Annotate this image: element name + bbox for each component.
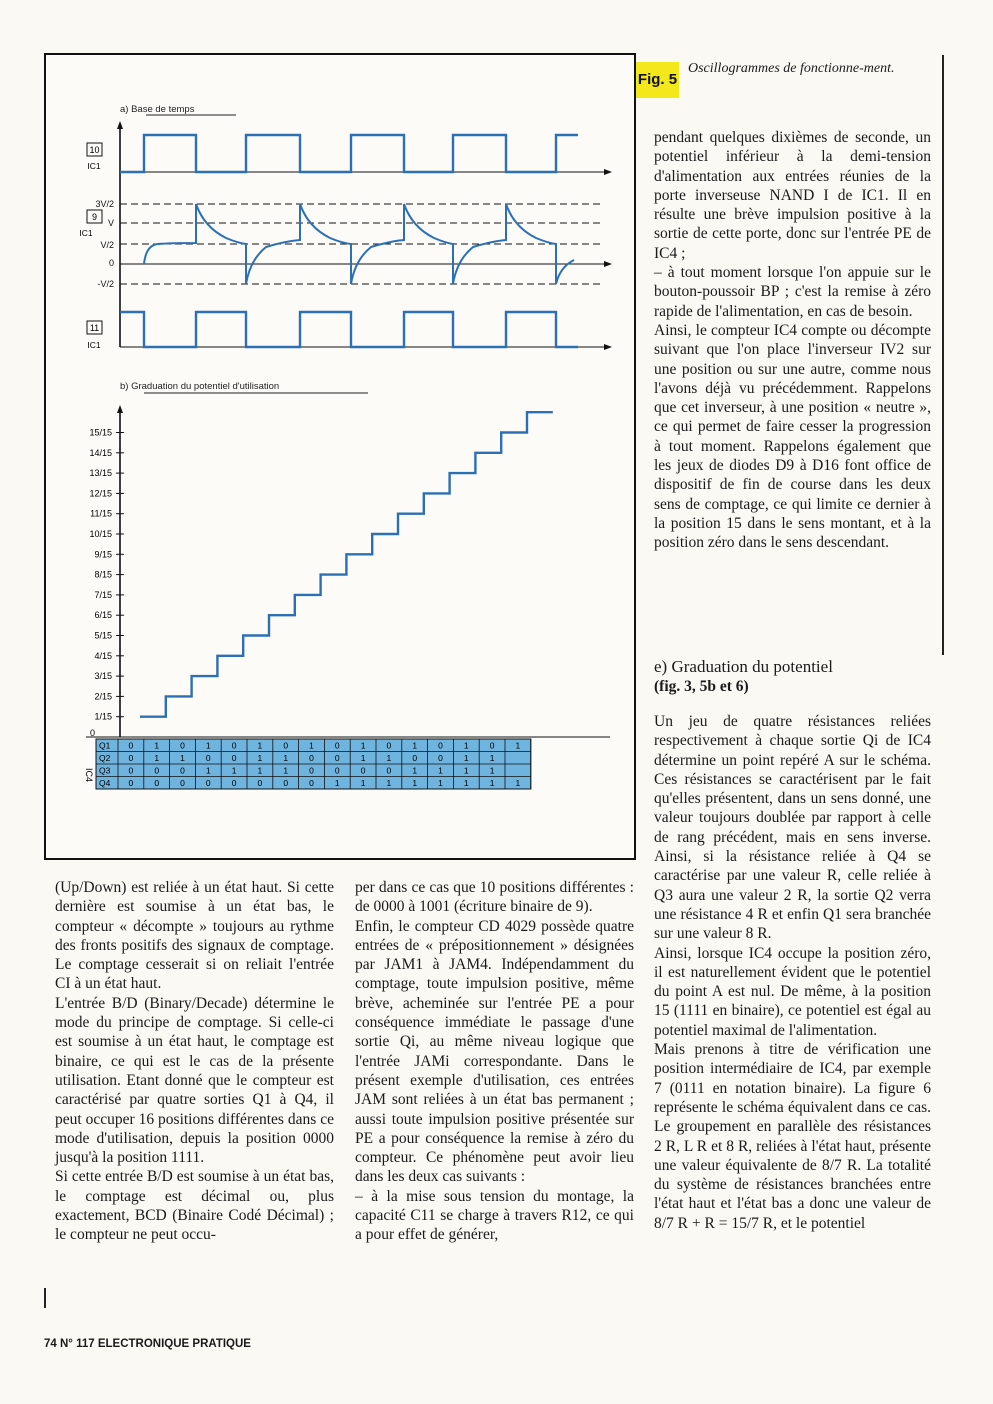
table-cell: 0 (283, 778, 289, 788)
table-cell: 1 (515, 740, 521, 751)
figure-5-diagram (46, 55, 634, 858)
y-tick-label: 5/15 (94, 630, 112, 641)
table-cell: 1 (463, 753, 469, 763)
table-cell: 0 (231, 753, 237, 763)
y-tick-label: 7/15 (94, 589, 112, 600)
table-cell: 0 (334, 765, 340, 776)
table-cell: 1 (438, 765, 443, 776)
y-tick-label: 8/15 (94, 569, 112, 580)
table-cell: 1 (154, 740, 160, 751)
ic4-label: IC4 (84, 768, 94, 783)
table-row-label: Q2 (99, 753, 111, 763)
table-cell: 1 (463, 765, 469, 776)
right-column-upper (654, 128, 931, 553)
table-cell: 0 (309, 753, 314, 763)
ic1-label-9: IC1 (79, 228, 93, 238)
pin10-label: 10 (89, 145, 100, 155)
ylabel-neg-v2: -V/2 (97, 279, 114, 289)
table-cell: 0 (309, 765, 314, 776)
pin11-label: 11 (89, 323, 100, 333)
table-cell: 0 (128, 778, 134, 788)
paragraph: Un jeu de quatre résistances reliées respectivement à chaque sortie Qi de IC4 détermine un point repéré A sur le schéma. Ces résistances se caractérisent par le fait qu'elles présentent, dans un sens donné, une valeur toujours doublée par rapport à celle de rang précédent, mais en sens inverse. Ainsi, si la résistance reliée à Q4 se caractérise par une valeur R, celle reliée à Q3 aura une valeur 2 R, la sortie Q2 verra une résistance 4 R et enfin Q1 sera branchée sur une valeur 8 R. (654, 713, 931, 943)
paragraph: Enfin, le compteur CD 4029 possède quatre entrées de « prépositionnement » désignées par JAM1 à JAM4. Indépendamment du comptage, toute impulsion positive, même brève, acheminée sur l'entrée PE a pour conséquence immédiate le passage d'une sortie Qi, au même niveau logique que l'entrée JAMi correspondante. Dans le présent exemple d'utilisation, ces entrées JAM sont reliées à un état bas permanent ; aussi toute impulsion positive présentée sur PE a pour conséquence la remise à zéro du compteur. Ce phénomène peut avoir lieu dans les deux cas suivants : (355, 917, 634, 1186)
arrow-11 (604, 344, 612, 350)
y-tick-label: 6/15 (94, 610, 112, 621)
table-cell: 1 (231, 765, 237, 776)
table-cell: 0 (412, 753, 418, 763)
table-cell: 0 (231, 740, 237, 751)
right-column-lower (654, 712, 931, 1233)
signal-10-waveform (120, 135, 578, 172)
paragraph: Si cette entrée B/D est soumise à un état bas, le comptage est décimal ou, plus exactement, BCD (Binaire Codé Décimal) ; le compteur ne peut occu- (55, 1168, 334, 1244)
ylabel-0: 0 (108, 258, 114, 268)
y-tick-label: 13/15 (89, 468, 112, 479)
table-cell: 0 (360, 765, 366, 776)
paragraph: pendant quelques dixièmes de seconde, un potentiel inférieur à la demi-tension d'alimentation aux entrées réunies de la porte inverseuse NAND I de IC1. Il en résulte une brève impulsion positive à la sortie de cette porte, donc sur l'entrée PE de IC4 ; (654, 129, 931, 262)
staircase-line (140, 412, 553, 717)
bottom-middle-column (355, 878, 634, 1245)
column-rule (942, 55, 944, 655)
table-cell: 0 (128, 753, 134, 763)
figure-label: Fig. 5 (636, 62, 679, 98)
ic1-label-10: IC1 (87, 161, 101, 171)
y-tick-label: 11/15 (90, 508, 112, 519)
table-cell: 0 (231, 778, 237, 788)
table-cell: 0 (154, 778, 160, 788)
ic1-label-11: IC1 (87, 340, 101, 350)
paragraph: L'entrée B/D (Binary/Decade) détermine le mode du principe de comptage. Si celle-ci est soumise à un état haut, le comptage est binaire, ce qui est le cas de la présente utilisation. Etant donné que le compteur est caractérisé par quatre sorties Q1 à Q4, il peut occuper 16 positions différentes dans ce mode d'utilisation, depuis la position 0000 jusqu'à la position 1111. (55, 994, 334, 1167)
column-bar (44, 1288, 46, 1308)
table-cell: 1 (515, 778, 521, 788)
table-cell: 1 (438, 778, 443, 788)
table-cell: 1 (257, 740, 263, 751)
table-cell: 1 (412, 740, 418, 751)
table-cell: 1 (205, 740, 211, 751)
axis-a-arrow (117, 121, 123, 129)
table-cell: 1 (463, 740, 469, 751)
paragraph: Ainsi, lorsque IC4 occupe la position zéro, il est naturellement évident que le potentiel du point A est nul. De même, à la position 15 (1111 en binaire), ce potentiel est égal au potentiel maximal de l'alimentation. (654, 944, 931, 1039)
table-cell: 1 (257, 765, 263, 776)
table-cell: 0 (438, 753, 443, 763)
y-tick-label: 9/15 (94, 549, 112, 560)
figure-frame (44, 53, 636, 860)
figure-caption: Oscillogrammes de fonctionne-ment. (688, 61, 895, 76)
table-cell: 0 (154, 765, 160, 776)
y-tick-label: 3/15 (94, 671, 112, 682)
table-cell: 1 (360, 740, 366, 751)
ylabel-3v2: 3V/2 (95, 199, 114, 209)
paragraph: – à la mise sous tension du montage, la capacité C11 se charge à travers R12, ce qui a pour effet de générer, (355, 1187, 634, 1244)
table-cell: 0 (309, 778, 314, 788)
bottom-left-column (55, 878, 334, 1245)
y-tick-label: 4/15 (94, 650, 112, 661)
table-cell: 1 (489, 778, 495, 788)
table-cell: 0 (128, 740, 134, 751)
table-cell: 1 (257, 753, 263, 763)
y-tick-label: 1/15 (94, 711, 112, 722)
table-cell: 1 (386, 753, 392, 763)
table-row-label: Q1 (99, 740, 111, 751)
y-tick-label: 12/15 (89, 488, 112, 499)
arrow-10 (604, 169, 612, 175)
table-cell: 1 (283, 753, 289, 763)
part-a-title: a) Base de temps (120, 104, 195, 115)
paragraph: – à tout moment lorsque l'on appuie sur le bouton-poussoir BP ; c'est la remise à zéro rapide de l'alimentation, en cas de besoin. (654, 264, 931, 320)
table-cell: 0 (180, 740, 185, 751)
table-row-label: Q4 (99, 778, 111, 788)
table-cell: 0 (180, 778, 185, 788)
table-cell: 1 (489, 753, 495, 763)
table-cell: 0 (334, 753, 340, 763)
section-title: e) Graduation du potentiel (654, 657, 833, 676)
table-cell: 0 (386, 765, 392, 776)
table-cell: 0 (386, 740, 392, 751)
paragraph: Mais prenons à titre de vérification une position intermédiaire de IC4, par exemple 7 (0111 en notation binaire). La figure 6 représente le schéma équivalent dans ce cas. Le groupement en parallèle des résistances 2 R, L R et 8 R, reliées à l'état haut, présente une valeur équivalente de 8/7 R. La totalité du système de résistances branchées entre l'état haut et l'état bas a donc une valeur de 8/7 R + R = 15/7 R, et le potentiel (654, 1041, 931, 1232)
table-cell: 1 (205, 765, 211, 776)
y-tick-label: 2/15 (94, 691, 112, 702)
pin9-label: 9 (91, 212, 98, 222)
table-cell: 0 (205, 753, 211, 763)
table-cell: 1 (360, 753, 366, 763)
y-tick-label: 15/15 (89, 427, 112, 438)
table-cell: 1 (412, 765, 418, 776)
table-row-label: Q3 (99, 765, 111, 776)
section-subtitle: (fig. 3, 5b et 6) (654, 678, 749, 695)
table-cell: 0 (205, 778, 211, 788)
signal-11-waveform (120, 312, 578, 347)
table-cell: 0 (438, 740, 443, 751)
section-heading (654, 657, 934, 696)
table-cell: 0 (283, 740, 289, 751)
ylabel-zero-b: 0 (90, 728, 96, 738)
axis-b-arrow (117, 405, 123, 413)
arrow-9 (604, 261, 612, 267)
paragraph: (Up/Down) est reliée à un état haut. Si cette dernière est soumise à un état bas, le compteur « décompte » toujours au rythme des fronts positifs des signaux de comptage. Le comptage cesserait si on reliait l'entrée CI à un état haut. (55, 879, 334, 993)
table-cell: 1 (180, 753, 185, 763)
table-cell: 1 (489, 765, 495, 776)
table-cell: 0 (257, 778, 263, 788)
table-cell: 0 (334, 740, 340, 751)
ylabel-v: V (107, 218, 114, 228)
table-cell: 0 (128, 765, 134, 776)
ylabel-v2: V/2 (100, 240, 114, 250)
table-cell: 1 (283, 765, 289, 776)
table-cell: 0 (489, 740, 495, 751)
table-cell: 1 (412, 778, 418, 788)
y-tick-label: 10/15 (89, 529, 112, 539)
table-cell: 1 (154, 753, 160, 763)
page-footer: 74 N° 117 ELECTRONIQUE PRATIQUE (44, 1338, 251, 1350)
paragraph: Ainsi, le compteur IC4 compte ou décompte suivant que l'on place l'inverseur IV2 sur une position ou sur une autre, comme nous l'avons déjà vu précédemment. Rappelons que cet inverseur, à une position « neutre », ce qui permet de faire cesser la progression à tout moment. Rappelons également que les jeux de diodes D9 à D16 font office de dispositif de fin de course dans les deux sens de comptage, ce qui limite ce dernier à la position 15 dans le sens montant, et à la position zéro dans le sens descendant. (654, 321, 931, 552)
table-cell: 1 (309, 740, 314, 751)
paragraph: per dans ce cas que 10 positions différentes : de 0000 à 1001 (écriture binaire de 9). (355, 879, 634, 916)
table-cell: 1 (360, 778, 366, 788)
y-tick-label: 14/15 (89, 447, 112, 458)
table-cell: 0 (180, 765, 185, 776)
part-b-title: b) Graduation du potentiel d'utilisation (120, 381, 280, 392)
table-cell: 1 (463, 778, 469, 788)
table-cell: 1 (386, 778, 392, 788)
table-cell: 1 (334, 778, 340, 788)
